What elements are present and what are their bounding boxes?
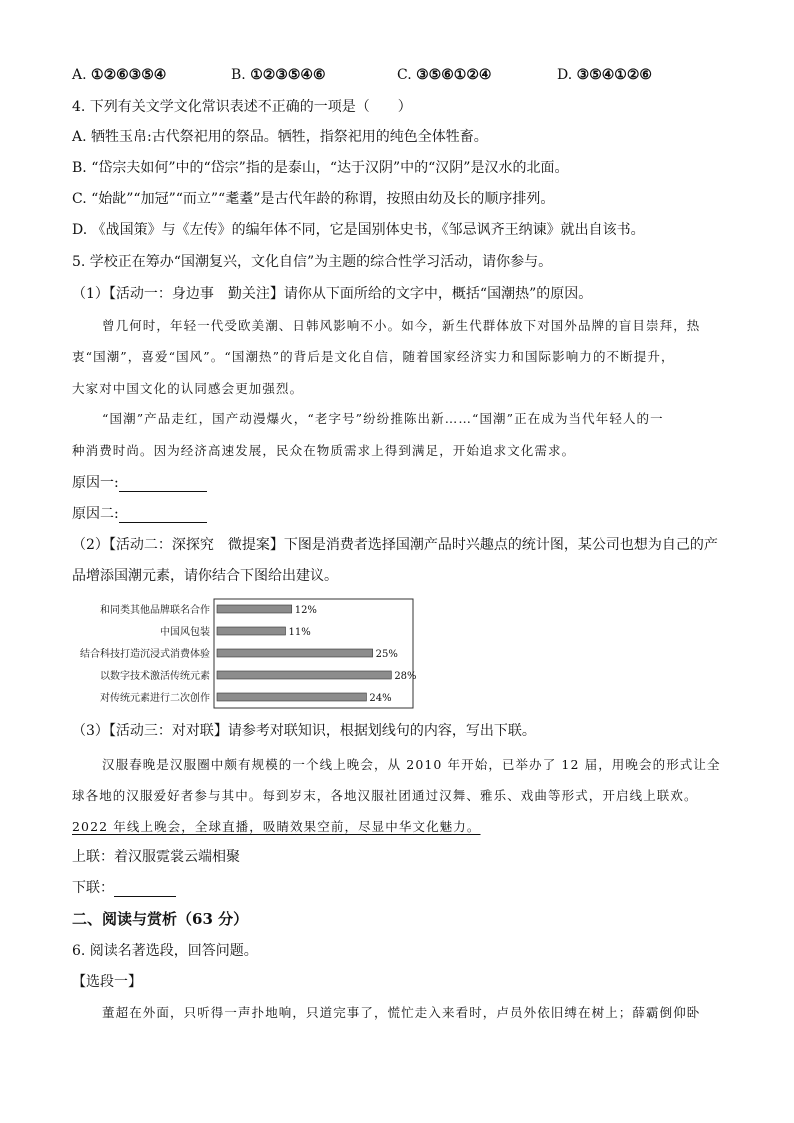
value-label: 28% — [394, 671, 417, 682]
value-label: 24% — [369, 693, 392, 704]
q5-activity-2-line-1: （2）【活动二：深探究 微提案】下图是消费者选择国潮产品时兴趣点的统计图，某公司也想为自己的产 — [72, 537, 718, 553]
reason-1 — [72, 474, 207, 492]
option-d: D. ③⑤④①②⑥ — [557, 67, 652, 83]
category-label: 结合科技打造沉浸式消费体验 — [80, 649, 210, 660]
reason-2-blank[interactable] — [119, 506, 207, 523]
interest-bar-chart — [72, 597, 417, 710]
passage-1-line: 大家对中国文化的认同感会更加强烈。 — [72, 381, 304, 396]
reason-2-label: 原因二: — [72, 506, 119, 522]
reason-1-label: 原因一: — [72, 475, 119, 491]
q4-option-a: A. 牺牲玉帛:古代祭祀用的祭品。牺牲，指祭祀用的纯色全体牲畜。 — [72, 129, 488, 145]
bar — [217, 693, 366, 701]
couplet-lower-label: 下联： — [72, 880, 114, 896]
bar — [217, 649, 373, 657]
passage-2-line: 种消费时尚。因为经济高速发展，民众在物质需求上得到满足，开始追求文化需求。 — [72, 443, 576, 458]
excerpt-text: 董超在外面，只听得一声扑地响，只道完事了，慌忙走入来看时，卢员外依旧缚在树上；薛霸倒仰卧 — [102, 1005, 701, 1020]
couplet-lower-blank[interactable] — [114, 880, 176, 897]
option-c: C. ③⑤⑥①②④ — [397, 67, 492, 83]
category-label: 和同类其他品牌联名合作 — [100, 605, 210, 616]
passage-3-line: 球各地的汉服爱好者参与其中。每到岁末，各地汉服社团通过汉舞、雅乐、戏曲等形式，开启线上联欢。 — [72, 788, 698, 803]
q5-activity-1: （1）【活动一：身边事 勤关注】请你从下面所给的文字中，概括“国潮热”的原因。 — [72, 286, 593, 302]
value-label: 25% — [375, 649, 398, 660]
q4-option-b: B. “岱宗夫如何”中的“岱宗”指的是泰山，“达于汉阴”中的“汉阴”是汉水的北面。 — [72, 160, 569, 176]
underlined-sentence: 2022 年线上晚会，全球直播，吸睛效果空前，尽显中华文化魅力。 — [72, 819, 481, 834]
reason-2 — [72, 505, 207, 523]
option-b: B. ①②③⑤④⑥ — [231, 67, 326, 83]
category-label: 以数字技术激活传统元素 — [100, 671, 210, 682]
option-a: A. ①②⑥③⑤④ — [72, 67, 167, 83]
category-label: 对传统元素进行二次创作 — [100, 693, 210, 704]
reason-1-blank[interactable] — [119, 475, 207, 492]
bar — [217, 605, 292, 613]
couplet-upper: 上联：着汉服霓裳云端相聚 — [72, 849, 240, 865]
couplet-lower — [72, 879, 176, 897]
chart-svg — [72, 597, 417, 710]
section-heading: 二、阅读与赏析（63 分） — [72, 910, 249, 928]
passage-1-line: 衷“国潮”，喜爱“国风”。“国潮热”的背后是文化自信，随着国家经济实力和国际影响力的不断提升， — [72, 349, 675, 364]
q4-option-d: D. 《战国策》与《左传》的编年体不同，它是国别体史书，《邹忌讽齐王纳谏》就出自该书。 — [72, 222, 645, 238]
q5-activity-2-line-2: 品增添国潮元素，请你结合下图给出建议。 — [72, 568, 338, 584]
passage-1-line: 曾几何时，年轻一代受欧美潮、日韩风影响不小。如今，新生代群体放下对国外品牌的盲目崇拜，热 — [102, 318, 701, 333]
q5-stem: 5. 学校正在筹办“国潮复兴，文化自信”为主题的综合性学习活动，请你参与。 — [72, 254, 553, 270]
q6-stem: 6. 阅读名著选段，回答问题。 — [72, 943, 258, 959]
value-label: 11% — [288, 627, 311, 638]
bar — [217, 627, 285, 635]
bar — [217, 671, 391, 679]
excerpt-tag: 【选段一】 — [72, 974, 142, 990]
passage-2-line: “国潮”产品走红，国产动漫爆火，“老字号”纷纷推陈出新……“国潮”正在成为当代年轻人的一 — [102, 411, 664, 426]
q4-stem: 4. 下列有关文学文化常识表述不正确的一项是（ ） — [72, 99, 412, 115]
category-label: 中国风包装 — [160, 627, 210, 638]
q5-activity-3: （3）【活动三：对对联】请参考对联知识，根据划线句的内容，写出下联。 — [72, 723, 536, 739]
value-label: 12% — [294, 605, 317, 616]
passage-3-line: 汉服春晚是汉服圈中颇有规模的一个线上晚会，从 2010 年开始，已举办了 12 届，用晚会的形式让全 — [102, 757, 721, 772]
q4-option-c: C. “始龀”“加冠”“而立”“耄耋”是古代年龄的称谓，按照由幼及长的顺序排列。 — [72, 191, 555, 207]
